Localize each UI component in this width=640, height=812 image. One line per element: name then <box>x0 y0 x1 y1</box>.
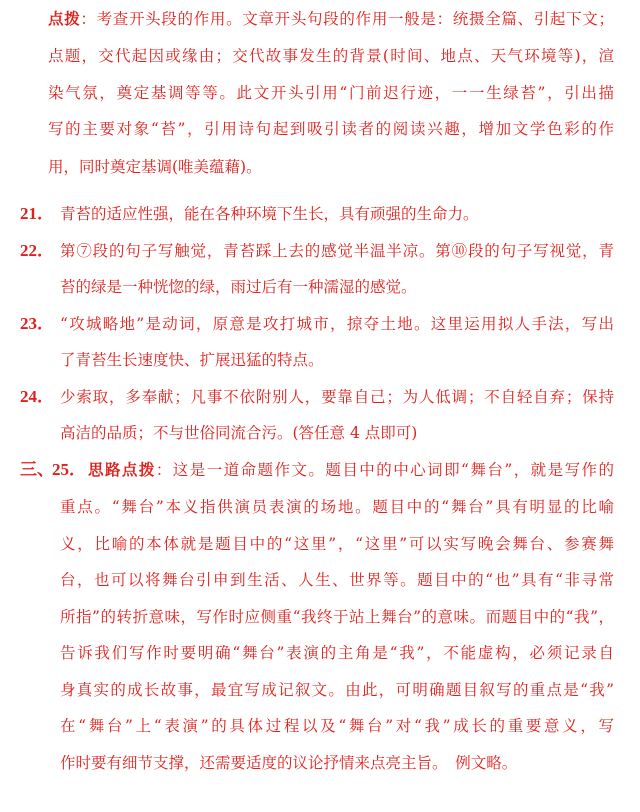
q20-line-5: 用，同时奠定基调(唯美蕴藉)。 <box>48 158 262 176</box>
q20-line-1: 点拨：考查开头段的作用。文章开头句段的作用一般是：统摄全篇、引起下文； <box>48 9 614 28</box>
q24-line-1: 少索取，多奉献；凡事不依附别人，要靠自己；为人低调；不自轻自弃；保持 <box>60 388 614 406</box>
q21-number: 21． <box>20 204 54 223</box>
q24-line-2: 高洁的品质；不与世俗同流合污。(答任意 4 点即可) <box>60 424 418 442</box>
q20-label: 点拨 <box>48 9 81 28</box>
q25-line-1: 思路点拨：这是一道命题作文。题目中的中心词即“舞台”，就是写作的 <box>88 460 614 479</box>
q25-line-5: 所指”的转折意味，写作时应侧重“我终于站上舞台”的意味。而题目中的“我”， <box>60 608 614 626</box>
q20-line-3: 染气氛，奠定基调等等。此文开头引用“门前迟行迹，一一生绿苔”，引出描 <box>48 84 614 102</box>
q25-number: 25． <box>52 460 86 479</box>
q23-line-1: “攻城略地”是动词，原意是攻打城市，掠夺土地。这里运用拟人手法，写出 <box>60 315 614 333</box>
q22-line-1: 第⑦段的句子写触觉，青苔踩上去的感觉半温半凉。第⑩段的句子写视觉，青 <box>60 242 614 260</box>
q25-line-9: 作时要有细节支撑，还需要适度的议论抒情来点亮主旨。 例文略。 <box>60 754 518 772</box>
q25-line-7: 身真实的成长故事，最宜写成记叙文。由此，可明确题目叙写的重点是“我” <box>60 681 614 699</box>
q25-line-6: 告诉我们写作时要明确“舞台”表演的主角是“我”，不能虚构，必须记录自 <box>60 644 614 662</box>
q20-line-2: 点题，交代起因或缘由；交代故事发生的背景(时间、地点、天气环境等)，渲 <box>48 47 614 65</box>
q25-line-4: 台，也可以将舞台引申到生活、人生、世界等。题目中的“也”具有“非寻常 <box>60 571 614 589</box>
q20-line-4: 写的主要对象“苔”，引用诗句起到吸引读者的阅读兴趣，增加文学色彩的作 <box>48 120 614 138</box>
q25-line-3: 义，比喻的本体就是题目中的“这里”，“这里”可以实写晚会舞台、参赛舞 <box>60 535 614 553</box>
q22-number: 22． <box>20 241 54 260</box>
q23-line-2: 了青苔生长速度快、扩展迅猛的特点。 <box>60 351 324 369</box>
q25-line-2: 重点。“舞台”本义指供演员表演的场地。题目中的“舞台”具有明显的比喻 <box>60 498 614 516</box>
q21-line-1: 青苔的适应性强，能在各种环境下生长，具有顽强的生命力。 <box>60 205 479 223</box>
q25-label: 思路点拨 <box>88 460 156 479</box>
q22-line-2: 苔的绿是一种恍惚的绿，雨过后有一种濡湿的感觉。 <box>60 278 417 296</box>
q25-section: 三、 <box>20 460 54 479</box>
q25-line-8: 在“舞台”上“表演”的具体过程以及“舞台”对“我”成长的重要意义，写 <box>60 717 614 735</box>
q24-number: 24． <box>20 387 54 406</box>
q23-number: 23． <box>20 314 54 333</box>
